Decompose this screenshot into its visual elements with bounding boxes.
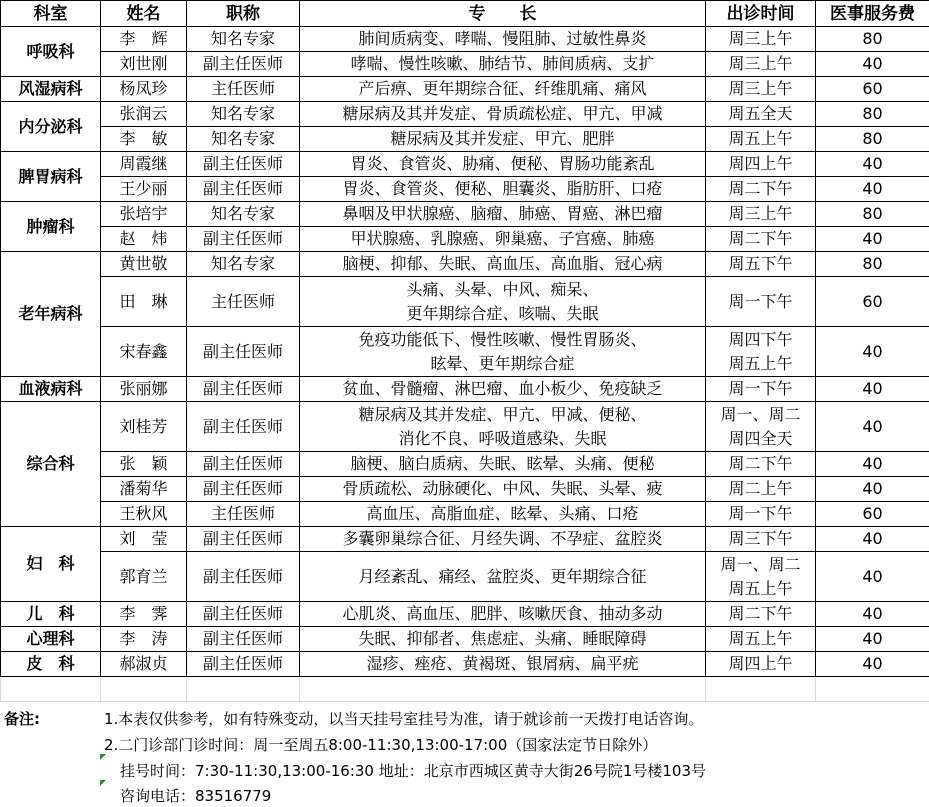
specialty-line: 脑梗、脑白质病、失眠、眩晕、头痛、便秘 [300,452,705,476]
service-fee: 40 [816,527,929,552]
blank-cell [187,677,300,702]
specialty-cell [300,452,706,477]
clinic-time-line: 周二下午 [706,227,815,251]
specialty-line: 眩晕、更年期综合症 [300,352,705,376]
clinic-time-line: 周四全天 [706,427,815,451]
clinic-time-cell [706,477,816,502]
doctor-title: 主任医师 [187,502,300,527]
clinic-time-line: 周五上午 [706,352,815,376]
blank-cell [816,677,929,702]
doctor-name: 张润云 [101,102,187,127]
table-row [1,102,929,127]
specialty-line: 哮喘、慢性咳嗽、肺结节、肺间质病、支扩 [300,52,705,76]
service-fee: 40 [816,402,929,452]
table-row [1,477,929,502]
doctor-name: 李 涛 [101,627,187,652]
service-fee: 40 [816,152,929,177]
table-row [1,627,929,652]
notes-section [0,705,929,806]
blank-row [1,677,929,702]
note-line-4: 咨询电话：83516779 [120,785,271,807]
table-row [1,502,929,527]
specialty-line: 湿疹、痤疮、黄褐斑、银屑病、扁平疣 [300,652,705,676]
table-row [1,152,929,177]
clinic-time-cell [706,127,816,152]
service-fee: 60 [816,277,929,327]
specialty-cell [300,102,706,127]
header-dept: 科室 [1,1,101,27]
specialty-line: 更年期综合症、咳喘、失眠 [300,302,705,326]
clinic-time-line: 周四上午 [706,652,815,676]
doctor-title: 副主任医师 [187,527,300,552]
table-row [1,252,929,277]
clinic-time-line: 周五上午 [706,127,815,151]
specialty-cell [300,52,706,77]
clinic-time-line: 周四下午 [706,328,815,352]
specialty-cell [300,602,706,627]
specialty-line: 免疫功能低下、慢性咳嗽、慢性胃肠炎、 [300,328,705,352]
clinic-time-line: 周二上午 [706,477,815,501]
specialty-line: 骨质疏松、动脉硬化、中风、失眠、头晕、疲 [300,477,705,501]
doctor-name: 刘世刚 [101,52,187,77]
clinic-time-cell [706,27,816,52]
table-row [1,552,929,602]
specialty-cell [300,377,706,402]
dept-cell: 心理科 [1,627,101,652]
blank-cell [300,677,706,702]
service-fee: 60 [816,502,929,527]
header-title: 职称 [187,1,300,27]
doctor-title: 副主任医师 [187,327,300,377]
specialty-line: 消化不良、呼吸道感染、失眠 [300,427,705,451]
clinic-time-line: 周一下午 [706,377,815,401]
clinic-time-cell [706,102,816,127]
specialty-line: 鼻咽及甲状腺癌、脑瘤、肺癌、胃癌、淋巴瘤 [300,202,705,226]
doctor-title: 副主任医师 [187,52,300,77]
service-fee: 40 [816,627,929,652]
clinic-time-cell [706,627,816,652]
table-row [1,202,929,227]
service-fee: 80 [816,202,929,227]
service-fee: 80 [816,127,929,152]
clinic-time-line: 周二下午 [706,452,815,476]
note-line-3: 挂号时间：7:30-11:30,13:00-16:30 地址：北京市西城区黄寺大街26号院1号楼103号 [120,760,706,782]
specialty-cell [300,652,706,677]
header-fee: 医事服务费 [816,1,929,27]
notes-label: 备注: [4,708,40,730]
table-row [1,377,929,402]
doctor-title: 副主任医师 [187,627,300,652]
specialty-cell [300,552,706,602]
table-row [1,527,929,552]
note-line-2: 2.二门诊部门诊时间：周一至周五8:00-11:30,13:00-17:00（国家法定节日除外） [104,734,657,756]
service-fee: 80 [816,252,929,277]
table-row [1,227,929,252]
header-time: 出诊时间 [706,1,816,27]
doctor-name: 赵 炜 [101,227,187,252]
clinic-time-cell [706,327,816,377]
doctor-name: 杨凤珍 [101,77,187,102]
specialty-line: 多囊卵巢综合征、月经失调、不孕症、盆腔炎 [300,527,705,551]
specialty-line: 心肌炎、高血压、肥胖、咳嗽厌食、抽动多动 [300,602,705,626]
table-row [1,402,929,452]
table-row [1,177,929,202]
doctor-title: 副主任医师 [187,177,300,202]
specialty-line: 月经紊乱、痛经、盆腔炎、更年期综合征 [300,565,705,589]
service-fee: 40 [816,452,929,477]
clinic-time-line: 周三上午 [706,27,815,51]
specialty-line: 糖尿病及其并发症、骨质疏松症、甲亢、甲减 [300,102,705,126]
doctor-name: 黄世敬 [101,252,187,277]
specialty-line: 高血压、高脂血症、眩晕、头痛、口疮 [300,502,705,526]
specialty-cell [300,127,706,152]
specialty-line: 脑梗、抑郁、失眠、高血压、高血脂、冠心病 [300,252,705,276]
clinic-time-cell [706,277,816,327]
doctor-name: 郭育兰 [101,552,187,602]
clinic-time-line: 周二下午 [706,602,815,626]
dept-cell: 脾胃病科 [1,152,101,202]
service-fee: 40 [816,652,929,677]
service-fee: 40 [816,552,929,602]
specialty-line: 胃炎、食管炎、便秘、胆囊炎、脂肪肝、口疮 [300,177,705,201]
doctor-name: 潘菊华 [101,477,187,502]
specialty-cell [300,327,706,377]
doctor-title: 知名专家 [187,252,300,277]
dept-cell: 综合科 [1,402,101,527]
doctor-name: 郝淑贞 [101,652,187,677]
doctor-title: 知名专家 [187,27,300,52]
dept-cell: 妇 科 [1,527,101,602]
clinic-time-cell [706,202,816,227]
doctor-name: 张 颖 [101,452,187,477]
specialty-cell [300,77,706,102]
doctor-name: 张丽娜 [101,377,187,402]
doctor-title: 副主任医师 [187,152,300,177]
doctor-name: 李 敏 [101,127,187,152]
clinic-time-cell [706,227,816,252]
clinic-time-cell [706,452,816,477]
clinic-time-line: 周一、周二 [706,553,815,577]
clinic-time-line: 周五上午 [706,627,815,651]
dept-cell: 内分泌科 [1,102,101,152]
doctor-title: 知名专家 [187,102,300,127]
cell-marker-icon [100,780,106,786]
specialty-line: 胃炎、食管炎、胁痛、便秘、胃肠功能紊乱 [300,152,705,176]
dept-cell: 血液病科 [1,377,101,402]
doctor-name: 刘 莹 [101,527,187,552]
doctor-title: 副主任医师 [187,377,300,402]
blank-cell [706,677,816,702]
clinic-time-cell [706,377,816,402]
specialty-line: 肺间质病变、哮喘、慢阻肺、过敏性鼻炎 [300,27,705,51]
note-line-1: 1.本表仅供参考，如有特殊变动，以当天挂号室挂号为准，请于就诊前一天拨打电话咨询。 [104,708,703,730]
specialty-line: 糖尿病及其并发症、甲亢、甲减、便秘、 [300,403,705,427]
clinic-time-cell [706,602,816,627]
doctor-title: 知名专家 [187,202,300,227]
doctor-name: 宋春鑫 [101,327,187,377]
clinic-time-cell [706,402,816,452]
table-row [1,27,929,52]
specialty-cell [300,527,706,552]
table-row [1,277,929,327]
clinic-time-cell [706,77,816,102]
doctor-name: 李 霁 [101,602,187,627]
schedule-body [1,27,929,702]
clinic-time-line: 周五上午 [706,577,815,601]
clinic-time-cell [706,52,816,77]
clinic-time-cell [706,552,816,602]
table-row [1,127,929,152]
clinic-time-line: 周五下午 [706,252,815,276]
table-row [1,602,929,627]
cell-marker-icon [100,754,106,760]
table-row [1,77,929,102]
dept-cell: 风湿病科 [1,77,101,102]
doctor-title: 副主任医师 [187,227,300,252]
header-specialty: 专 长 [300,1,706,27]
clinic-time-cell [706,177,816,202]
header-row [1,1,929,27]
doctor-name: 李 辉 [101,27,187,52]
specialty-line: 甲状腺癌、乳腺癌、卵巢癌、子宫癌、肺癌 [300,227,705,251]
doctor-name: 田 琳 [101,277,187,327]
doctor-title: 知名专家 [187,127,300,152]
clinic-time-cell [706,652,816,677]
doctor-name: 张培宇 [101,202,187,227]
specialty-cell [300,202,706,227]
specialty-line: 产后痹、更年期综合征、纤维肌痛、痛风 [300,77,705,101]
specialty-cell [300,502,706,527]
clinic-time-line: 周一、周二 [706,403,815,427]
dept-cell: 皮 科 [1,652,101,677]
clinic-time-line: 周三上午 [706,52,815,76]
clinic-time-cell [706,527,816,552]
dept-cell: 肿瘤科 [1,202,101,252]
doctor-title: 副主任医师 [187,402,300,452]
blank-cell [101,677,187,702]
specialty-line: 失眠、抑郁者、焦虑症、头痛、睡眠障碍 [300,627,705,651]
clinic-time-line: 周三下午 [706,527,815,551]
service-fee: 40 [816,227,929,252]
doctor-name: 周霞继 [101,152,187,177]
clinic-time-line: 周五全天 [706,102,815,126]
doctor-title: 主任医师 [187,77,300,102]
doctor-name: 王少丽 [101,177,187,202]
service-fee: 80 [816,102,929,127]
dept-cell: 儿 科 [1,602,101,627]
specialty-cell [300,227,706,252]
doctor-title: 主任医师 [187,277,300,327]
doctor-name: 王秋风 [101,502,187,527]
service-fee: 80 [816,27,929,52]
specialty-cell [300,27,706,52]
specialty-cell [300,152,706,177]
clinic-time-line: 周三上午 [706,77,815,101]
clinic-time-cell [706,252,816,277]
table-row [1,652,929,677]
doctor-title: 副主任医师 [187,602,300,627]
specialty-cell [300,252,706,277]
specialty-cell [300,627,706,652]
specialty-line: 头痛、头晕、中风、痴呆、 [300,278,705,302]
clinic-time-line: 周四上午 [706,152,815,176]
header-name: 姓名 [101,1,187,27]
doctor-title: 副主任医师 [187,652,300,677]
doctor-title: 副主任医师 [187,452,300,477]
service-fee: 40 [816,52,929,77]
blank-cell [1,677,101,702]
dept-cell: 老年病科 [1,252,101,377]
service-fee: 40 [816,327,929,377]
clinic-time-line: 周一下午 [706,290,815,314]
table-row [1,327,929,377]
clinic-time-line: 周三上午 [706,202,815,226]
service-fee: 60 [816,77,929,102]
specialty-cell [300,277,706,327]
clinic-time-line: 周二下午 [706,177,815,201]
service-fee: 40 [816,477,929,502]
specialty-cell [300,477,706,502]
specialty-line: 糖尿病及其并发症、甲亢、肥胖 [300,127,705,151]
clinic-time-cell [706,152,816,177]
specialty-cell [300,177,706,202]
specialty-cell [300,402,706,452]
service-fee: 40 [816,177,929,202]
table-row [1,452,929,477]
table-row [1,52,929,77]
clinic-time-cell [706,502,816,527]
doctor-name: 刘桂芳 [101,402,187,452]
doctor-title: 副主任医师 [187,477,300,502]
service-fee: 40 [816,377,929,402]
doctor-title: 副主任医师 [187,552,300,602]
service-fee: 40 [816,602,929,627]
dept-cell: 呼吸科 [1,27,101,77]
clinic-time-line: 周一下午 [706,502,815,526]
specialty-line: 贫血、骨髓瘤、淋巴瘤、血小板少、免疫缺乏 [300,377,705,401]
